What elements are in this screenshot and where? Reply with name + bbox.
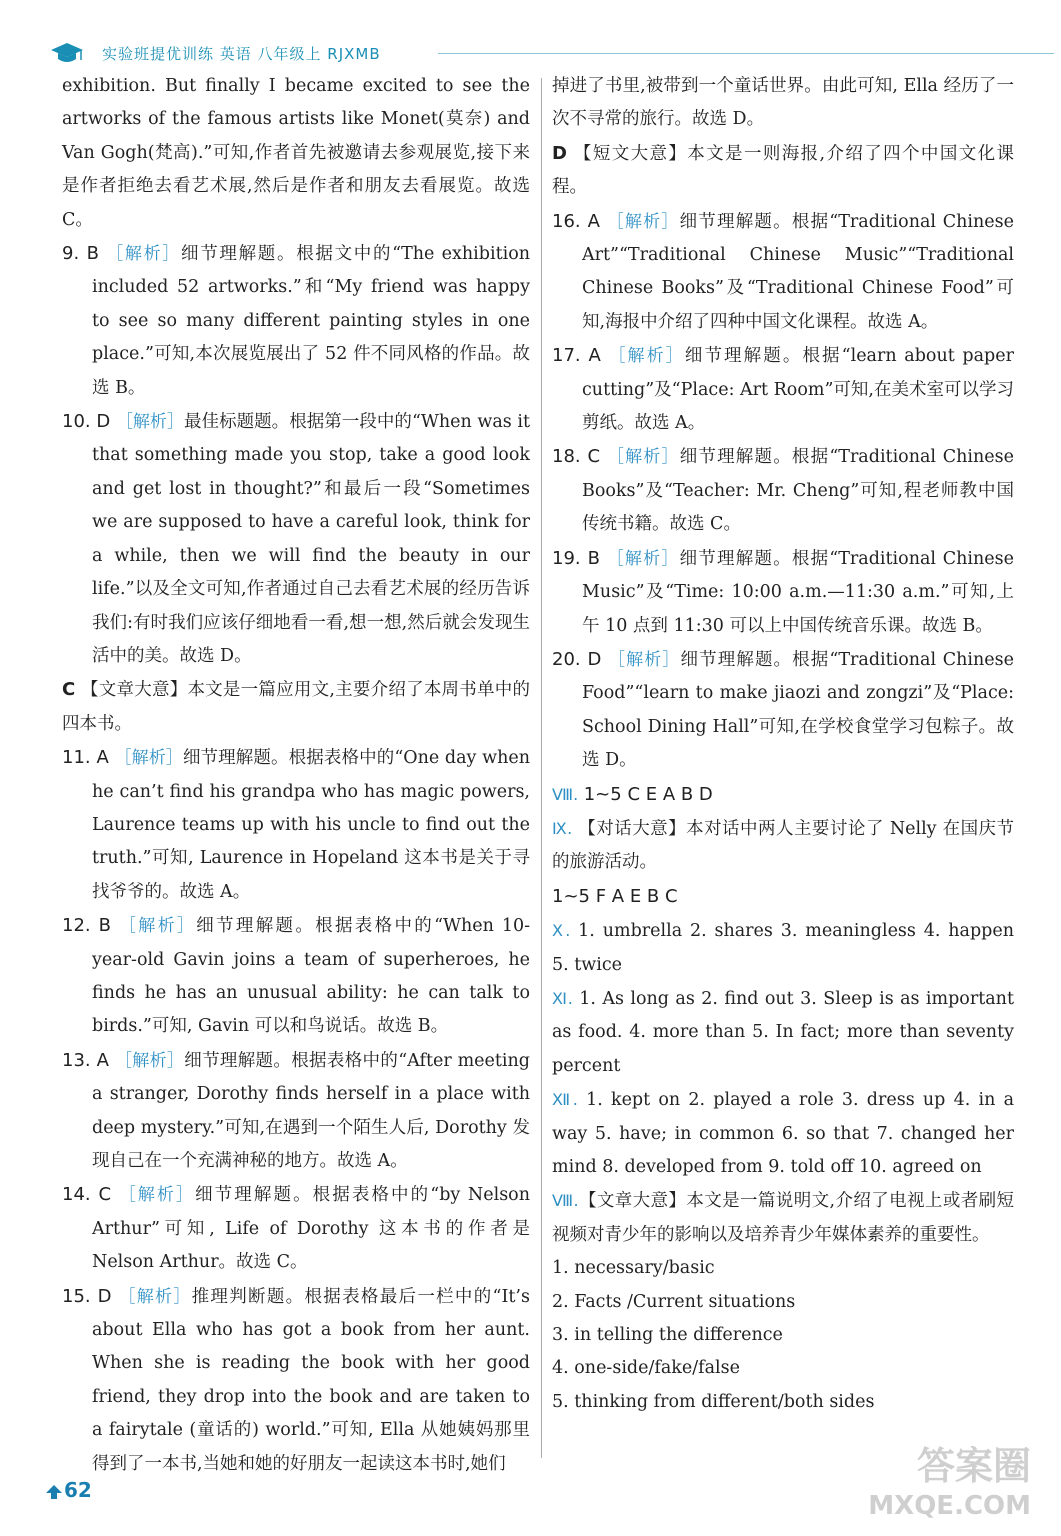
section-8-answers: Ⅷ. 1~5 C E A B D	[552, 783, 713, 805]
book-title: 实验班提优训练 英语 八年级上 RJXMB	[102, 45, 381, 63]
section-13-answer-3: 3. in telling the difference	[552, 1325, 783, 1346]
answer-19: 19. B ［解析］细节理解题。根据“Traditional Chinese Music”及“Time: 10:00 a.m.—11:30 a.m.”可知,上午 10 点到 11:30 可以上中国传统音乐课。故选 B。	[552, 547, 1014, 636]
section-13-answer-1: 1. necessary/basic	[552, 1258, 715, 1279]
page-arrow-icon	[45, 1484, 63, 1500]
column-divider	[541, 78, 542, 1458]
section-13-answer-4: 4. one-side/fake/false	[552, 1358, 740, 1379]
left-paragraph-0: exhibition. But finally I became excited to see the artworks of the famous artists like Monet(莫奈) and Van Gogh(梵高).”可知,作者首先被邀请去参观展览,接下来是作者拒绝去看艺术展,然后是作者和朋友去看展览。故选 C。	[62, 76, 530, 230]
section-13-summary: Ⅷ.【文章大意】本文是一篇说明文,介绍了电视上或者刷短视频对青少年的影响以及培养青少年媒体素养的重要性。	[552, 1191, 1015, 1245]
section-13-answer-5: 5. thinking from different/both sides	[552, 1391, 875, 1412]
right-column	[552, 70, 1014, 1419]
answer-9: 9. B ［解析］细节理解题。根据文中的“The exhibition included 52 artworks.”和“My friend was happy to see so many different painting styles in one place.”可知,本次展览展出了 52 件不同风格的作品。故选 B。	[62, 243, 531, 398]
section-c-summary: C 【文章大意】本文是一篇应用文,主要介绍了本周书单中的四本书。	[62, 679, 530, 734]
right-paragraph-0: 掉进了书里,被带到一个童话世界。由此可知, Ella 经历了一次不寻常的旅行。故选 D。	[552, 76, 1014, 130]
section-9-summary: Ⅸ. 【对话大意】本对话中两人主要讨论了 Nelly 在国庆节的旅游活动。	[552, 818, 1015, 873]
answer-20: 20. D ［解析］细节理解题。根据“Traditional Chinese Food”“learn to make jiaozi and zongzi”及“Place: School Dining Hall”可知,在学校食堂学习包粽子。故选 D。	[552, 648, 1014, 771]
section-11-answers: Ⅺ. 1. As long as 2. find out 3. Sleep is as important as food. 4. more than 5. In fact; more than seventy percent	[552, 988, 1014, 1076]
section-13-answer-2: 2. Facts /Current situations	[552, 1291, 796, 1312]
answer-11: 11. A ［解析］细节理解题。根据表格中的“One day when he can’t find his grandpa who has magic powers, Laurence teams up with his uncle to find out the truth.”可知, Laurence in Hopeland 这本书是关于寻找爷爷的。故选 A。	[62, 747, 530, 902]
section-9-answers: 1~5 F A E B C	[552, 885, 678, 907]
answer-15: 15. D ［解析］推理判断题。根据表格最后一栏中的“It’s about Ella who has got a book from her aunt. When she is reading the book with her good friend, they drop into the book and are taken to a fairytale (童话的) world.”可知, Ella 从她姨妈那里得到了一本书,当她和她的好朋友一起读这本书时,她们	[62, 1285, 530, 1474]
watermark: 答案圈 MXQE.COM	[868, 1444, 1031, 1521]
page-header	[50, 40, 1020, 68]
answer-13: 13. A ［解析］细节理解题。根据表格中的“After meeting a stranger, Dorothy finds herself in a place with deep mystery.”可知,在遇到一个陌生人后, Dorothy 发现自己在一个充满神秘的地方。故选 A。	[62, 1049, 531, 1171]
answer-17: 17. A ［解析］细节理解题。根据“learn about paper cutting”及“Place: Art Room”可知,在美术室可以学习剪纸。故选 A。	[552, 345, 1014, 434]
answer-12: 12. B ［解析］细节理解题。根据表格中的“When 10-year-old Gavin joins a team of superheroes, he finds he has an unusual ability: he can talk to birds.”可知, Gavin 可以和鸟说话。故选 B。	[62, 915, 530, 1037]
section-d-summary: D 【短文大意】本文是一则海报,介绍了四个中国文化课程。	[552, 142, 1014, 198]
section-12-answers: Ⅻ. 1. kept on 2. played a role 3. dress up 4. in a way 5. have; in common 6. so that 7. changed her mind 8. developed from 9. told off 10. agreed on	[552, 1090, 1014, 1177]
section-10-answers: Ⅹ. 1. umbrella 2. shares 3. meaningless 4. happen 5. twice	[552, 921, 1014, 975]
answer-10: 10. D ［解析］最佳标题题。根据第一段中的“When was it that something made you stop, take a good look and get lost in thought?”和最后一段“Sometimes we are supposed to have a careful look, think for a while, then we will find the beauty in our life.”以及全文可知,作者通过自己去看艺术展的经历告诉我们:有时我们应该仔细地看一看,想一想,然后就会发现生活中的美。故选 D。	[62, 411, 530, 666]
left-column	[62, 70, 530, 1481]
page-number: 62	[64, 1478, 92, 1502]
answer-14: 14. C ［解析］细节理解题。根据表格中的“by Nelson Arthur”可知, Life of Dorothy 这本书的作者是 Nelson Arthur。故选 C。	[62, 1184, 530, 1273]
graduation-cap-icon	[50, 40, 84, 66]
answer-18: 18. C ［解析］细节理解题。根据“Traditional Chinese Books”及“Teacher: Mr. Cheng”可知,程老师教中国传统书籍。故选 C。	[552, 446, 1014, 535]
answer-16: 16. A ［解析］细节理解题。根据“Traditional Chinese Art”“Traditional Chinese Music”“Traditional Chinese Books”及“Traditional Chinese Food”可知,海报中介绍了四种中国文化课程。故选 A。	[552, 210, 1014, 332]
header-rule	[438, 53, 1054, 54]
